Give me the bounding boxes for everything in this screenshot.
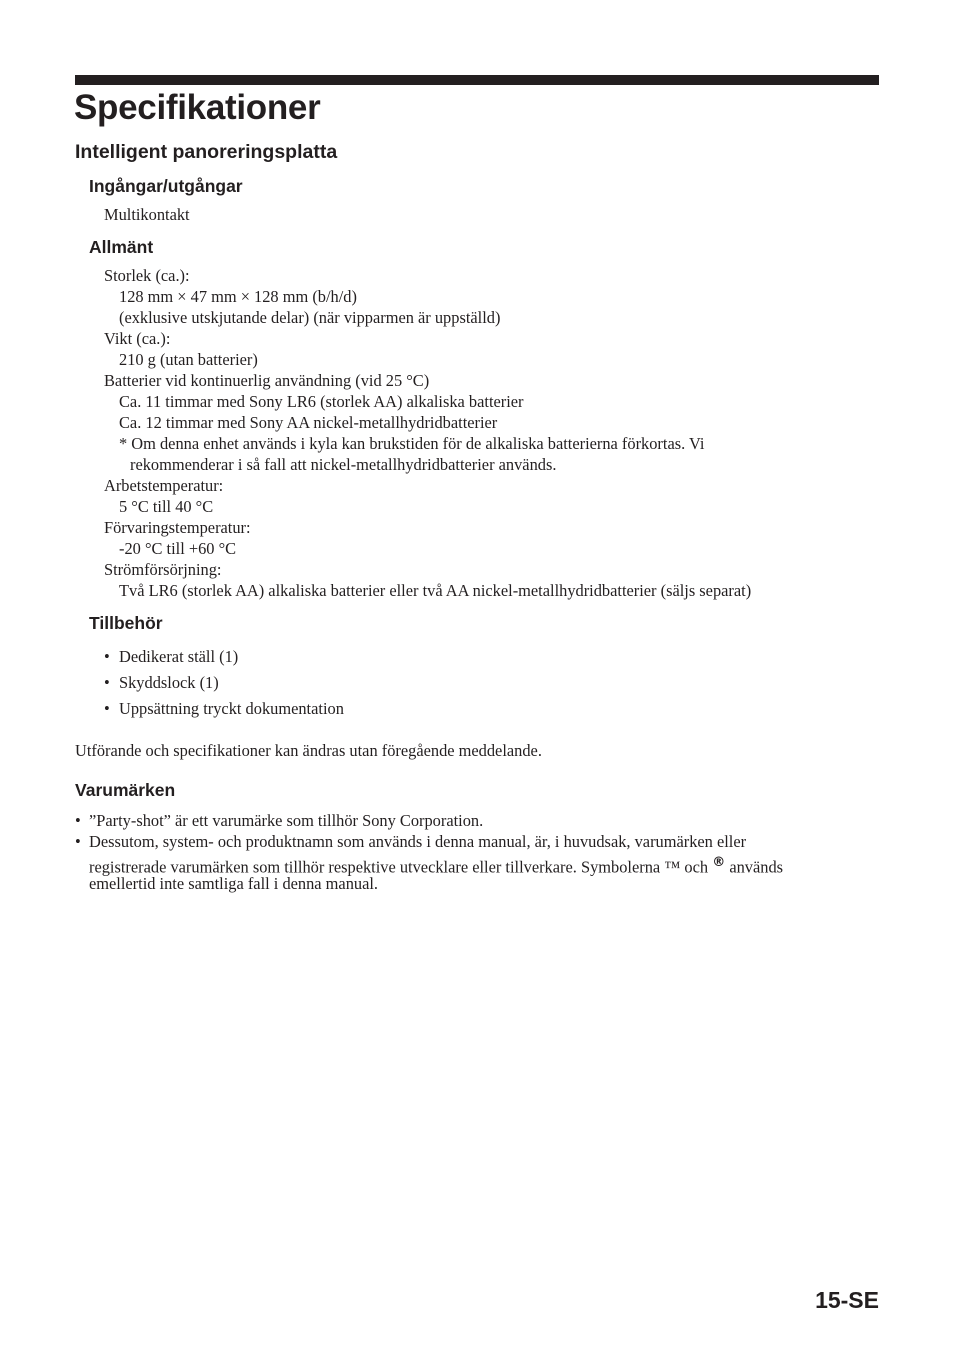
accessory-item: Dedikerat ställ (1) bbox=[119, 647, 239, 666]
battery-alkaline: Ca. 11 timmar med Sony LR6 (storlek AA) alkaliska batterier bbox=[119, 392, 524, 411]
bullet: • bbox=[104, 647, 110, 666]
weight-value: 210 g (utan batterier) bbox=[119, 350, 258, 369]
op-temp-value: 5 °C till 40 °C bbox=[119, 497, 214, 516]
general-heading: Allmänt bbox=[89, 237, 154, 257]
battery-note-line2: rekommenderar i så fall att nickel-metallhydridbatterier används. bbox=[130, 455, 557, 474]
bullet: • bbox=[104, 699, 110, 718]
header-rule bbox=[75, 75, 879, 85]
battery-nimh: Ca. 12 timmar med Sony AA nickel-metallhydridbatterier bbox=[119, 413, 498, 432]
product-heading: Intelligent panoreringsplatta bbox=[75, 141, 338, 163]
accessory-item: Skyddslock (1) bbox=[119, 673, 219, 692]
size-value: 128 mm × 47 mm × 128 mm (b/h/d) bbox=[119, 287, 357, 306]
accessory-item: Uppsättning tryckt dokumentation bbox=[119, 699, 344, 718]
io-heading: Ingångar/utgångar bbox=[89, 176, 243, 196]
trademark-item-2-line2b: används bbox=[729, 857, 784, 877]
io-value: Multikontakt bbox=[104, 205, 190, 224]
power-label: Strömförsörjning: bbox=[104, 560, 222, 579]
trademark-item-2-line3: emellertid inte samtliga fall i denna manual. bbox=[89, 874, 379, 893]
disclaimer: Utförande och specifikationer kan ändras utan föregående meddelande. bbox=[75, 741, 542, 760]
op-temp-label: Arbetstemperatur: bbox=[104, 476, 224, 495]
trademark-item-2-line2a: registrerade varumärken som tillhör respektive utvecklare eller tillverkare. Symbolerna ™ och bbox=[89, 857, 709, 877]
page-number: 15-SE bbox=[815, 1287, 879, 1313]
size-label: Storlek (ca.): bbox=[104, 266, 190, 285]
bullet: • bbox=[104, 673, 110, 692]
trademark-item-1: ”Party-shot” är ett varumärke som tillhör Sony Corporation. bbox=[89, 811, 484, 830]
accessories-heading: Tillbehör bbox=[89, 613, 163, 633]
battery-label: Batterier vid kontinuerlig användning (vid 25 °C) bbox=[104, 371, 430, 390]
size-note: (exklusive utskjutande delar) (när vipparmen är uppställd) bbox=[119, 308, 501, 327]
bullet: • bbox=[75, 811, 81, 830]
storage-temp-label: Förvaringstemperatur: bbox=[104, 518, 251, 537]
storage-temp-value: -20 °C till +60 °C bbox=[119, 539, 237, 558]
weight-label: Vikt (ca.): bbox=[104, 329, 171, 348]
trademarks-heading: Varumärken bbox=[75, 780, 176, 800]
page-title: Specifikationer bbox=[74, 88, 321, 127]
battery-note-line1: * Om denna enhet används i kyla kan brukstiden för de alkaliska batterierna förkortas. Vi bbox=[119, 434, 705, 453]
bullet: • bbox=[75, 832, 81, 851]
power-value: Två LR6 (storlek AA) alkaliska batterier eller två AA nickel-metallhydridbatterier (säljs separat) bbox=[119, 581, 752, 600]
registered-symbol: ® bbox=[712, 855, 726, 870]
trademark-item-2-line1: Dessutom, system- och produktnamn som används i denna manual, är, i huvudsak, varumärken eller bbox=[89, 832, 747, 851]
